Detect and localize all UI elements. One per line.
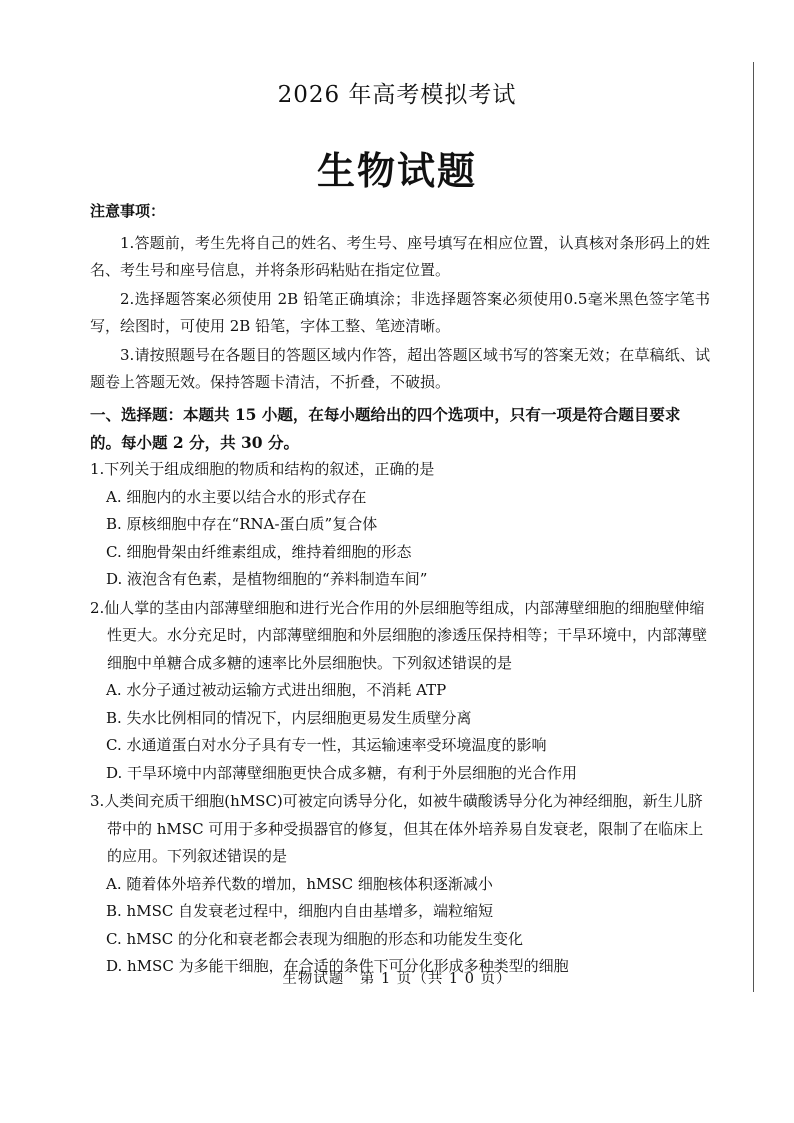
option-c: C. 细胞骨架由纤维素组成，维持着细胞的形态 [106, 542, 412, 561]
option-c: C. hMSC 的分化和衰老都会表现为细胞的形态和功能发生变化 [106, 929, 524, 948]
option-list [90, 484, 710, 594]
notice-heading: 注意事项： [90, 202, 166, 220]
option-a: A. 随着体外培养代数的增加，hMSC 细胞核体积逐渐减小 [106, 874, 493, 893]
option-d: D. hMSC 为多能干细胞，在合适的条件下可分化形成多种类型的细胞 [106, 957, 569, 975]
option-a: A. 细胞内的水主要以结合水的形式存在 [106, 487, 367, 506]
question-stem: 3.人类间充质干细胞(hMSC)可被定向诱导分化，如被牛磺酸诱导分化为神经细胞，新生儿脐带中的 hMSC 可用于多种受损器官的修复，但其在体外培养易自发衰老，限制了在临床上的应用。下列叙述错误的是 [90, 792, 704, 865]
option-b: B. hMSC 自发衰老过程中，细胞内自由基增多，端粒缩短 [106, 902, 494, 920]
option-b: B. 失水比例相同的情况下，内层细胞更易发生质壁分离 [106, 708, 472, 727]
question-1 [90, 456, 710, 594]
notice-item: 1.答题前，考生先将自己的姓名、考生号、座号填写在相应位置，认真核对条形码上的姓名、考生号和座号信息，并将条形码粘贴在指定位置。 [90, 234, 710, 279]
subject-title: 生物试题 [316, 148, 477, 193]
notice-list [90, 230, 710, 398]
page-footer: 生物试题 第 1 页（共 1 0 页） [282, 971, 512, 987]
option-list [90, 871, 710, 981]
exam-title: 2026 年高考模拟考试 [277, 82, 517, 108]
option-d: D. 干旱环境中内部薄壁细胞更快合成多糖，有利于外层细胞的光合作用 [106, 763, 578, 782]
option-c: C. 水通道蛋白对水分子具有专一性，其运输速率受环境温度的影响 [106, 736, 547, 754]
option-list [90, 677, 710, 787]
question-list [90, 456, 710, 982]
question-stem: 1.下列关于组成细胞的物质和结构的叙述，正确的是 [90, 460, 435, 478]
notice-item: 2.选择题答案必须使用 2B 铅笔正确填涂；非选择题答案必须使用0.5毫米黑色签字笔书写，绘图时，可使用 2B 铅笔，字体工整、笔迹清晰。 [90, 290, 710, 335]
notice-item: 3.请按照题号在各题目的答题区域内作答，超出答题区域书写的答案无效；在草稿纸、试题卷上答题无效。保持答题卡清洁，不折叠，不破损。 [90, 346, 710, 391]
section-heading: 一、选择题：本题共 15 小题，在每小题给出的四个选项中，只有一项是符合题目要求的。每小题 2 分，共 30 分。 [90, 405, 681, 452]
option-d: D. 液泡含有色素，是植物细胞的“养料制造车间” [106, 570, 428, 588]
question-stem: 2.仙人掌的茎由内部薄壁细胞和进行光合作用的外层细胞等组成，内部薄壁细胞的细胞壁伸缩性更大。水分充足时，内部薄壁细胞和外层细胞的渗透压保持相等；干旱环境中，内部薄壁细胞中单糖合成多糖的速率比外层细胞快。下列叙述错误的是 [90, 598, 708, 672]
question-2 [90, 595, 710, 788]
margin-line [753, 62, 754, 992]
option-a: A. 水分子通过被动运输方式进出细胞，不消耗 ATP [106, 681, 447, 699]
option-b: B. 原核细胞中存在“RNA-蛋白质”复合体 [106, 515, 378, 533]
question-3 [90, 788, 710, 981]
